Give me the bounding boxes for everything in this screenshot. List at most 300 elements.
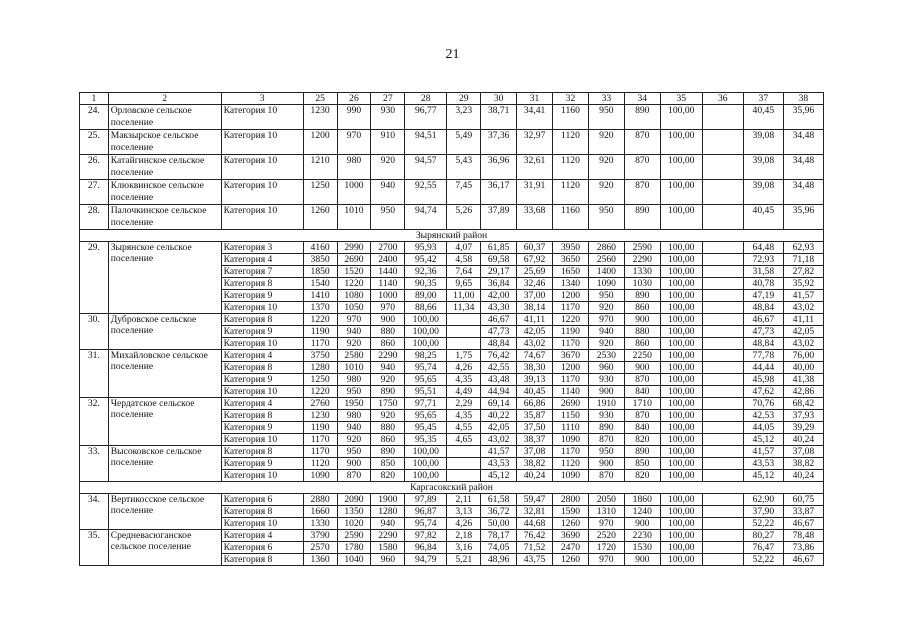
value-cell: 95,74 xyxy=(405,518,447,530)
header-cell: 38 xyxy=(783,93,823,105)
value-cell: 940 xyxy=(337,422,371,434)
value-cell: 2250 xyxy=(624,350,660,362)
value-cell: 1350 xyxy=(337,506,371,518)
value-cell: 27,82 xyxy=(783,266,823,278)
category-cell: Категория 8 xyxy=(221,410,303,422)
value-cell: 900 xyxy=(337,458,371,470)
value-cell: 40,00 xyxy=(783,362,823,374)
value-cell: 39,08 xyxy=(743,130,783,155)
value-cell: 42,53 xyxy=(743,410,783,422)
value-cell: 870 xyxy=(624,155,660,180)
value-cell: 37,36 xyxy=(481,130,517,155)
value-cell: 860 xyxy=(371,338,405,350)
value-cell: 1540 xyxy=(303,278,337,290)
value-cell: 920 xyxy=(588,155,624,180)
value-cell: 95,45 xyxy=(405,422,447,434)
category-cell: Категория 4 xyxy=(221,530,303,542)
value-cell: 76,47 xyxy=(743,542,783,554)
settlement-name: Катайгинское сельское поселение xyxy=(108,155,221,180)
value-cell: 46,67 xyxy=(783,554,823,566)
value-cell: 1210 xyxy=(303,155,337,180)
value-cell xyxy=(702,302,743,314)
category-cell: Категория 10 xyxy=(221,205,303,230)
value-cell: 890 xyxy=(371,386,405,398)
value-cell: 100,00 xyxy=(660,302,702,314)
value-cell: 42,05 xyxy=(517,326,553,338)
value-cell: 46,67 xyxy=(783,518,823,530)
value-cell: 3,23 xyxy=(447,105,481,130)
table-body xyxy=(80,93,824,566)
value-cell: 970 xyxy=(337,130,371,155)
header-cell: 25 xyxy=(303,93,337,105)
value-cell: 4,07 xyxy=(447,242,481,254)
header-cell: 36 xyxy=(702,93,743,105)
value-cell: 2400 xyxy=(371,254,405,266)
value-cell: 1860 xyxy=(624,494,660,506)
value-cell: 2050 xyxy=(588,494,624,506)
value-cell: 1310 xyxy=(588,506,624,518)
value-cell: 35,87 xyxy=(517,410,553,422)
value-cell: 880 xyxy=(371,326,405,338)
category-cell: Категория 4 xyxy=(221,398,303,410)
value-cell: 1260 xyxy=(553,554,589,566)
value-cell: 950 xyxy=(588,446,624,458)
value-cell: 2470 xyxy=(553,542,589,554)
value-cell xyxy=(702,362,743,374)
row-number: 33. xyxy=(80,446,109,482)
value-cell: 52,22 xyxy=(743,518,783,530)
value-cell: 50,00 xyxy=(481,518,517,530)
category-cell: Категория 8 xyxy=(221,278,303,290)
value-cell: 930 xyxy=(588,374,624,386)
value-cell: 920 xyxy=(371,155,405,180)
value-cell xyxy=(702,410,743,422)
value-cell: 2580 xyxy=(337,350,371,362)
value-cell: 90,35 xyxy=(405,278,447,290)
value-cell: 100,00 xyxy=(660,518,702,530)
value-cell: 1220 xyxy=(303,314,337,326)
value-cell: 1530 xyxy=(624,542,660,554)
category-cell: Категория 9 xyxy=(221,290,303,302)
value-cell: 71,18 xyxy=(783,254,823,266)
value-cell: 1590 xyxy=(553,506,589,518)
value-cell: 930 xyxy=(588,410,624,422)
value-cell: 820 xyxy=(624,470,660,482)
value-cell: 970 xyxy=(588,554,624,566)
value-cell: 880 xyxy=(624,326,660,338)
header-cell: 28 xyxy=(405,93,447,105)
value-cell: 44,94 xyxy=(481,386,517,398)
value-cell: 92,55 xyxy=(405,180,447,205)
category-cell: Категория 10 xyxy=(221,386,303,398)
value-cell: 890 xyxy=(624,446,660,458)
value-cell xyxy=(447,326,481,338)
value-cell: 1000 xyxy=(371,290,405,302)
value-cell: 1020 xyxy=(337,518,371,530)
value-cell: 960 xyxy=(371,554,405,566)
value-cell: 78,17 xyxy=(481,530,517,542)
table-row xyxy=(80,350,824,362)
value-cell: 4,26 xyxy=(447,518,481,530)
category-cell: Категория 10 xyxy=(221,130,303,155)
value-cell: 35,92 xyxy=(783,278,823,290)
category-cell: Категория 3 xyxy=(221,242,303,254)
value-cell: 100,00 xyxy=(405,326,447,338)
value-cell: 97,71 xyxy=(405,398,447,410)
district-title: Каргасокский район xyxy=(80,482,824,494)
value-cell: 43,02 xyxy=(481,434,517,446)
value-cell: 100,00 xyxy=(660,422,702,434)
value-cell: 100,00 xyxy=(660,155,702,180)
value-cell xyxy=(702,506,743,518)
value-cell: 870 xyxy=(624,180,660,205)
value-cell: 950 xyxy=(371,205,405,230)
value-cell: 820 xyxy=(371,470,405,482)
value-cell: 37,90 xyxy=(743,506,783,518)
value-cell: 860 xyxy=(624,338,660,350)
category-cell: Категория 7 xyxy=(221,266,303,278)
value-cell xyxy=(702,326,743,338)
settlement-name: Макзырское сельское поселение xyxy=(108,130,221,155)
table-row xyxy=(80,242,824,254)
district-title: Зырянский район xyxy=(80,230,824,242)
value-cell xyxy=(702,105,743,130)
category-cell: Категория 6 xyxy=(221,542,303,554)
header-cell: 37 xyxy=(743,93,783,105)
value-cell: 1000 xyxy=(337,180,371,205)
value-cell: 1140 xyxy=(553,386,589,398)
value-cell: 45,12 xyxy=(743,434,783,446)
value-cell: 9,65 xyxy=(447,278,481,290)
category-cell: Категория 10 xyxy=(221,338,303,350)
value-cell: 100,00 xyxy=(660,266,702,278)
value-cell: 100,00 xyxy=(660,542,702,554)
value-cell: 1190 xyxy=(303,422,337,434)
value-cell: 74,05 xyxy=(481,542,517,554)
value-cell: 100,00 xyxy=(660,506,702,518)
value-cell xyxy=(702,314,743,326)
value-cell xyxy=(702,130,743,155)
value-cell: 64,48 xyxy=(743,242,783,254)
value-cell: 940 xyxy=(588,326,624,338)
value-cell: 1520 xyxy=(337,266,371,278)
settlement-name: Клюквинское сельское поселение xyxy=(108,180,221,205)
value-cell: 2700 xyxy=(371,242,405,254)
value-cell: 95,65 xyxy=(405,374,447,386)
value-cell: 4,35 xyxy=(447,374,481,386)
value-cell: 1340 xyxy=(553,278,589,290)
value-cell: 2520 xyxy=(588,530,624,542)
value-cell: 38,37 xyxy=(517,434,553,446)
value-cell: 34,41 xyxy=(517,105,553,130)
value-cell: 32,97 xyxy=(517,130,553,155)
value-cell: 11,00 xyxy=(447,290,481,302)
table-row xyxy=(80,398,824,410)
header-cell: 30 xyxy=(481,93,517,105)
value-cell: 990 xyxy=(337,105,371,130)
value-cell: 980 xyxy=(337,374,371,386)
value-cell: 42,55 xyxy=(481,362,517,374)
value-cell: 47,19 xyxy=(743,290,783,302)
value-cell: 38,82 xyxy=(783,458,823,470)
value-cell: 1240 xyxy=(624,506,660,518)
value-cell: 41,57 xyxy=(783,290,823,302)
value-cell xyxy=(702,422,743,434)
value-cell: 820 xyxy=(624,434,660,446)
value-cell: 890 xyxy=(371,446,405,458)
value-cell xyxy=(447,338,481,350)
value-cell: 4,49 xyxy=(447,386,481,398)
header-cell: 31 xyxy=(517,93,553,105)
value-cell: 1220 xyxy=(553,314,589,326)
value-cell: 95,35 xyxy=(405,434,447,446)
value-cell: 900 xyxy=(624,314,660,326)
header-cell: 29 xyxy=(447,93,481,105)
value-cell: 100,00 xyxy=(660,446,702,458)
value-cell: 1440 xyxy=(371,266,405,278)
value-cell: 94,57 xyxy=(405,155,447,180)
value-cell xyxy=(447,314,481,326)
header-row xyxy=(80,93,824,105)
value-cell xyxy=(702,205,743,230)
value-cell: 1410 xyxy=(303,290,337,302)
value-cell: 900 xyxy=(624,518,660,530)
value-cell: 42,05 xyxy=(481,422,517,434)
value-cell: 2290 xyxy=(371,530,405,542)
value-cell: 1120 xyxy=(553,155,589,180)
value-cell: 870 xyxy=(624,130,660,155)
value-cell: 1650 xyxy=(553,266,589,278)
value-cell: 1250 xyxy=(303,180,337,205)
category-cell: Категория 10 xyxy=(221,302,303,314)
value-cell: 1140 xyxy=(371,278,405,290)
value-cell: 100,00 xyxy=(660,386,702,398)
value-cell: 3750 xyxy=(303,350,337,362)
value-cell: 980 xyxy=(337,410,371,422)
value-cell: 890 xyxy=(624,290,660,302)
value-cell: 31,58 xyxy=(743,266,783,278)
settlement-name: Дубровское сельское поселение xyxy=(108,314,221,350)
value-cell xyxy=(702,518,743,530)
value-cell: 46,67 xyxy=(481,314,517,326)
value-cell: 94,74 xyxy=(405,205,447,230)
value-cell: 850 xyxy=(624,458,660,470)
row-number: 31. xyxy=(80,350,109,398)
header-cell: 27 xyxy=(371,93,405,105)
table-row xyxy=(80,494,824,506)
value-cell: 890 xyxy=(624,205,660,230)
value-cell: 71,52 xyxy=(517,542,553,554)
value-cell: 2090 xyxy=(337,494,371,506)
value-cell: 92,36 xyxy=(405,266,447,278)
value-cell: 37,00 xyxy=(517,290,553,302)
value-cell: 45,12 xyxy=(481,470,517,482)
value-cell: 1910 xyxy=(588,398,624,410)
value-cell: 100,00 xyxy=(660,494,702,506)
value-cell: 1170 xyxy=(553,302,589,314)
value-cell: 37,89 xyxy=(481,205,517,230)
value-cell: 100,00 xyxy=(660,434,702,446)
value-cell: 40,45 xyxy=(743,205,783,230)
value-cell: 4,58 xyxy=(447,254,481,266)
value-cell: 38,82 xyxy=(517,458,553,470)
table-row xyxy=(80,155,824,180)
value-cell: 840 xyxy=(624,422,660,434)
value-cell: 3690 xyxy=(553,530,589,542)
value-cell: 1120 xyxy=(303,458,337,470)
value-cell: 1720 xyxy=(588,542,624,554)
value-cell: 890 xyxy=(588,422,624,434)
value-cell: 100,00 xyxy=(405,314,447,326)
value-cell: 40,78 xyxy=(743,278,783,290)
value-cell: 1010 xyxy=(337,205,371,230)
value-cell: 1580 xyxy=(371,542,405,554)
value-cell: 76,42 xyxy=(481,350,517,362)
value-cell: 2990 xyxy=(337,242,371,254)
value-cell: 100,00 xyxy=(660,470,702,482)
value-cell: 37,08 xyxy=(517,446,553,458)
value-cell: 100,00 xyxy=(660,254,702,266)
value-cell: 1900 xyxy=(371,494,405,506)
value-cell: 1110 xyxy=(553,422,589,434)
row-number: 34. xyxy=(80,494,109,530)
value-cell: 80,27 xyxy=(743,530,783,542)
category-cell: Категория 8 xyxy=(221,554,303,566)
row-number: 32. xyxy=(80,398,109,446)
value-cell xyxy=(702,350,743,362)
value-cell: 69,58 xyxy=(481,254,517,266)
value-cell: 48,96 xyxy=(481,554,517,566)
value-cell: 100,00 xyxy=(405,446,447,458)
value-cell: 41,38 xyxy=(783,374,823,386)
value-cell: 1040 xyxy=(337,554,371,566)
value-cell: 1950 xyxy=(337,398,371,410)
value-cell: 70,76 xyxy=(743,398,783,410)
value-cell: 1260 xyxy=(303,205,337,230)
category-cell: Категория 10 xyxy=(221,105,303,130)
value-cell: 900 xyxy=(624,362,660,374)
value-cell: 29,17 xyxy=(481,266,517,278)
value-cell: 67,92 xyxy=(517,254,553,266)
value-cell xyxy=(702,242,743,254)
value-cell: 34,48 xyxy=(783,155,823,180)
category-cell: Категория 10 xyxy=(221,180,303,205)
value-cell: 40,22 xyxy=(481,410,517,422)
value-cell xyxy=(702,446,743,458)
value-cell: 2690 xyxy=(553,398,589,410)
value-cell: 930 xyxy=(371,105,405,130)
value-cell: 38,30 xyxy=(517,362,553,374)
value-cell: 48,84 xyxy=(743,302,783,314)
value-cell: 62,93 xyxy=(783,242,823,254)
value-cell: 47,73 xyxy=(743,326,783,338)
value-cell: 41,57 xyxy=(743,446,783,458)
value-cell: 970 xyxy=(588,518,624,530)
value-cell: 11,34 xyxy=(447,302,481,314)
value-cell: 100,00 xyxy=(405,470,447,482)
value-cell xyxy=(702,155,743,180)
value-cell: 1330 xyxy=(624,266,660,278)
value-cell: 4,35 xyxy=(447,410,481,422)
value-cell: 890 xyxy=(624,105,660,130)
value-cell: 5,21 xyxy=(447,554,481,566)
value-cell: 43,02 xyxy=(783,302,823,314)
value-cell: 1250 xyxy=(303,374,337,386)
value-cell: 1200 xyxy=(303,130,337,155)
value-cell: 5,43 xyxy=(447,155,481,180)
value-cell: 34,48 xyxy=(783,180,823,205)
value-cell: 100,00 xyxy=(660,398,702,410)
value-cell: 42,05 xyxy=(783,326,823,338)
value-cell: 48,84 xyxy=(481,338,517,350)
value-cell: 35,96 xyxy=(783,105,823,130)
value-cell: 95,93 xyxy=(405,242,447,254)
value-cell: 100,00 xyxy=(660,338,702,350)
table-row xyxy=(80,105,824,130)
value-cell xyxy=(447,470,481,482)
value-cell: 1170 xyxy=(303,446,337,458)
value-cell: 33,68 xyxy=(517,205,553,230)
value-cell: 2880 xyxy=(303,494,337,506)
value-cell: 95,65 xyxy=(405,410,447,422)
row-number: 26. xyxy=(80,155,109,180)
value-cell: 100,00 xyxy=(660,458,702,470)
value-cell: 1010 xyxy=(337,362,371,374)
value-cell: 96,87 xyxy=(405,506,447,518)
value-cell xyxy=(702,542,743,554)
value-cell: 89,00 xyxy=(405,290,447,302)
value-cell: 3850 xyxy=(303,254,337,266)
category-cell: Категория 8 xyxy=(221,506,303,518)
value-cell: 940 xyxy=(371,362,405,374)
value-cell: 950 xyxy=(588,105,624,130)
value-cell: 2690 xyxy=(337,254,371,266)
table-row xyxy=(80,205,824,230)
value-cell: 43,02 xyxy=(783,338,823,350)
value-cell xyxy=(702,266,743,278)
value-cell: 100,00 xyxy=(405,458,447,470)
table-row xyxy=(80,530,824,542)
value-cell: 1090 xyxy=(303,470,337,482)
value-cell: 3,16 xyxy=(447,542,481,554)
value-cell: 37,93 xyxy=(783,410,823,422)
value-cell: 1660 xyxy=(303,506,337,518)
value-cell: 1150 xyxy=(553,410,589,422)
table-row xyxy=(80,314,824,326)
value-cell: 47,73 xyxy=(481,326,517,338)
value-cell: 1280 xyxy=(371,506,405,518)
settlement-name: Высоковское сельское поселение xyxy=(108,446,221,482)
value-cell xyxy=(702,180,743,205)
value-cell: 970 xyxy=(588,314,624,326)
value-cell: 1120 xyxy=(553,130,589,155)
row-number: 24. xyxy=(80,105,109,130)
value-cell: 1280 xyxy=(303,362,337,374)
settlement-name: Орловское сельское поселение xyxy=(108,105,221,130)
value-cell: 76,00 xyxy=(783,350,823,362)
value-cell: 61,85 xyxy=(481,242,517,254)
value-cell: 1,75 xyxy=(447,350,481,362)
value-cell: 43,48 xyxy=(481,374,517,386)
value-cell: 32,81 xyxy=(517,506,553,518)
value-cell: 39,29 xyxy=(783,422,823,434)
row-number: 28. xyxy=(80,205,109,230)
row-number: 35. xyxy=(80,530,109,566)
category-cell: Категория 6 xyxy=(221,494,303,506)
category-cell: Категория 4 xyxy=(221,350,303,362)
value-cell: 31,91 xyxy=(517,180,553,205)
value-cell xyxy=(702,338,743,350)
